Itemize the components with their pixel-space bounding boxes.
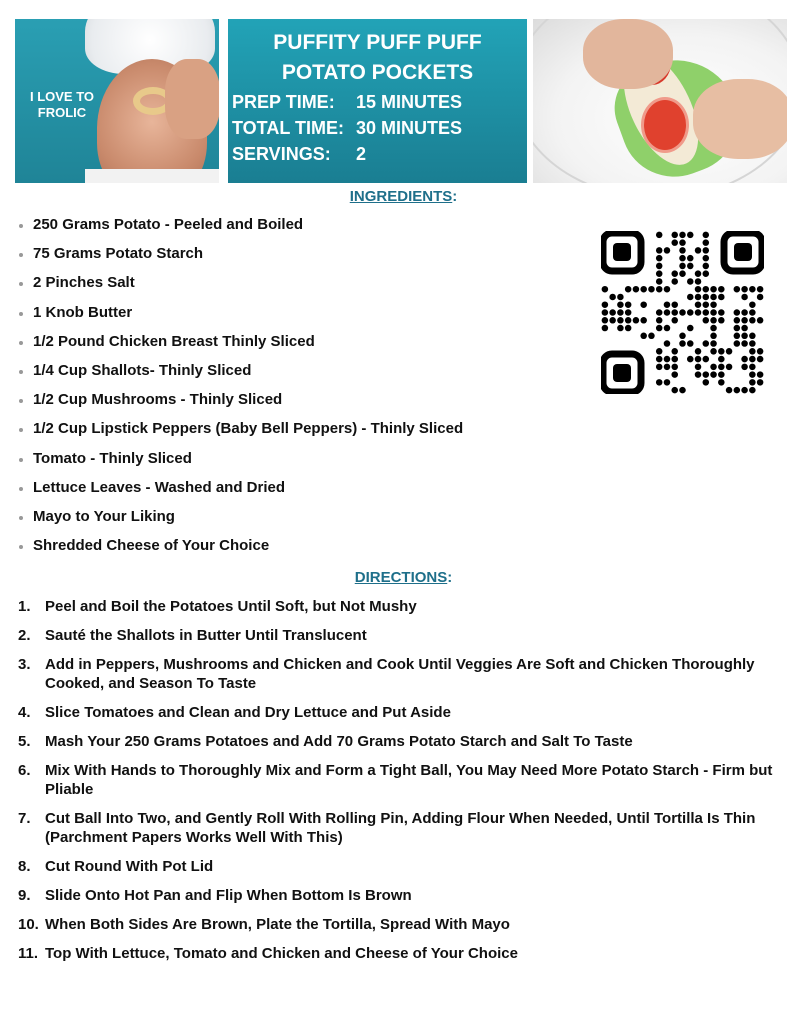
qr-module xyxy=(703,270,710,277)
qr-module xyxy=(703,294,710,301)
qr-module xyxy=(679,232,686,239)
ingredient-text: 2 Pinches Salt xyxy=(33,274,135,292)
qr-module xyxy=(734,309,741,316)
step-text: Mix With Hands to Thoroughly Mix and Form a Tight Ball, You May Need More Potato Starch - Firm but Pliable xyxy=(45,762,773,798)
qr-module xyxy=(695,278,702,285)
qr-module xyxy=(718,309,725,316)
qr-module xyxy=(718,348,725,355)
list-item xyxy=(18,597,788,616)
list-item xyxy=(18,273,578,302)
ingredients-list xyxy=(18,215,578,565)
qr-module xyxy=(671,371,678,378)
qr-module xyxy=(679,333,686,340)
list-item xyxy=(18,732,788,751)
qr-module xyxy=(664,286,671,293)
qr-module xyxy=(718,356,725,363)
qr-module xyxy=(687,325,694,332)
qr-module xyxy=(703,371,710,378)
qr-module xyxy=(757,286,764,293)
title-banner xyxy=(228,19,527,183)
list-item xyxy=(18,361,578,390)
qr-module xyxy=(749,317,756,324)
tomato-slice xyxy=(641,97,689,153)
qr-module xyxy=(679,255,686,262)
qr-module xyxy=(749,286,756,293)
step-number: 7. xyxy=(18,810,31,827)
qr-module xyxy=(664,356,671,363)
qr-module xyxy=(679,270,686,277)
total-time-row xyxy=(232,116,462,140)
qr-module xyxy=(741,309,748,316)
qr-module xyxy=(757,371,764,378)
qr-module xyxy=(671,239,678,246)
qr-module xyxy=(617,325,624,332)
qr-module xyxy=(695,286,702,293)
qr-module xyxy=(734,387,741,394)
qr-code-icon[interactable] xyxy=(601,231,764,394)
qr-module xyxy=(757,356,764,363)
qr-module xyxy=(664,340,671,347)
qr-module xyxy=(734,333,741,340)
qr-module xyxy=(687,309,694,316)
list-item xyxy=(18,478,578,507)
qr-module xyxy=(687,263,694,270)
qr-module xyxy=(687,255,694,262)
qr-module xyxy=(687,356,694,363)
qr-module xyxy=(703,286,710,293)
step-text: Top With Lettuce, Tomato and Chicken and Cheese of Your Choice xyxy=(45,945,518,962)
step-text: Slice Tomatoes and Clean and Dry Lettuce and Put Aside xyxy=(45,704,451,721)
heading-colon: : xyxy=(452,188,458,205)
qr-module xyxy=(609,309,616,316)
qr-module xyxy=(695,270,702,277)
qr-module xyxy=(710,294,717,301)
qr-module xyxy=(695,309,702,316)
hand xyxy=(693,79,787,159)
qr-module xyxy=(718,364,725,371)
ingredient-text: 1/4 Cup Shallots- Thinly Sliced xyxy=(33,361,252,379)
total-time-value: 30 MINUTES xyxy=(356,118,463,138)
ingredients-heading-text: INGREDIENTS xyxy=(349,188,453,205)
qr-module xyxy=(602,286,609,293)
qr-module xyxy=(703,301,710,308)
qr-module xyxy=(664,364,671,371)
qr-module xyxy=(640,301,647,308)
step-text: Cut Round With Pot Lid xyxy=(45,858,214,875)
step-text: Mash Your 250 Grams Potatoes and Add 70 Grams Potato Starch and Salt To Taste xyxy=(45,733,633,750)
qr-module xyxy=(625,317,632,324)
servings-label: SERVINGS: xyxy=(232,144,331,164)
bullet-icon xyxy=(19,428,23,432)
qr-module xyxy=(656,286,663,293)
list-item xyxy=(18,215,578,244)
qr-module xyxy=(710,309,717,316)
ingredient-text: Shredded Cheese of Your Choice xyxy=(33,537,270,555)
step-number: 6. xyxy=(18,762,31,779)
qr-module xyxy=(718,286,725,293)
qr-module xyxy=(695,301,702,308)
qr-module xyxy=(757,317,764,324)
qr-module xyxy=(710,371,717,378)
list-item xyxy=(18,332,578,361)
qr-module xyxy=(757,294,764,301)
step-text: Slide Onto Hot Pan and Flip When Bottom Is Brown xyxy=(45,887,412,904)
list-item xyxy=(18,303,578,332)
list-item xyxy=(18,944,788,963)
qr-module xyxy=(656,263,663,270)
qr-module xyxy=(703,239,710,246)
ingredient-text: Mayo to Your Liking xyxy=(33,507,175,525)
step-number: 1. xyxy=(18,598,31,615)
qr-module xyxy=(710,340,717,347)
qr-module xyxy=(633,286,640,293)
list-item xyxy=(18,809,788,847)
qr-module xyxy=(617,309,624,316)
qr-module xyxy=(710,301,717,308)
qr-module xyxy=(656,278,663,285)
recipe-header xyxy=(15,19,787,183)
ingredients-heading xyxy=(0,187,807,207)
list-item xyxy=(18,507,578,536)
qr-module xyxy=(679,309,686,316)
qr-module xyxy=(609,317,616,324)
servings-value: 2 xyxy=(356,144,367,164)
qr-module xyxy=(625,301,632,308)
qr-module xyxy=(695,294,702,301)
step-text: Add in Peppers, Mushrooms and Chicken and Cook Until Veggies Are Soft and Chicken Thoroughly Cooked, and Season To Taste xyxy=(45,656,755,692)
qr-module xyxy=(757,348,764,355)
qr-module xyxy=(695,356,702,363)
list-item xyxy=(18,449,578,478)
qr-module xyxy=(749,348,756,355)
qr-module xyxy=(664,301,671,308)
qr-module xyxy=(656,356,663,363)
qr-module xyxy=(679,387,686,394)
list-item xyxy=(18,886,788,905)
qr-module xyxy=(602,309,609,316)
qr-module xyxy=(741,340,748,347)
qr-module xyxy=(625,325,632,332)
prep-time-row xyxy=(232,90,462,114)
qr-module xyxy=(671,364,678,371)
list-item xyxy=(18,244,578,273)
bullet-icon xyxy=(19,224,23,228)
qr-module xyxy=(710,325,717,332)
qr-module xyxy=(687,232,694,239)
bullet-icon xyxy=(19,487,23,491)
qr-module xyxy=(757,379,764,386)
ingredient-text: Lettuce Leaves - Washed and Dried xyxy=(33,478,286,496)
step-number: 5. xyxy=(18,733,31,750)
list-item xyxy=(18,915,788,934)
qr-module xyxy=(734,317,741,324)
qr-module xyxy=(703,255,710,262)
qr-module xyxy=(741,364,748,371)
bullet-icon xyxy=(19,545,23,549)
qr-module xyxy=(749,371,756,378)
qr-module xyxy=(679,340,686,347)
qr-module xyxy=(679,263,686,270)
qr-module xyxy=(671,317,678,324)
qr-module xyxy=(656,325,663,332)
qr-module xyxy=(749,301,756,308)
qr-module xyxy=(734,325,741,332)
qr-module xyxy=(664,247,671,254)
list-item xyxy=(18,761,788,799)
qr-module xyxy=(695,371,702,378)
qr-module xyxy=(741,294,748,301)
list-item xyxy=(18,655,788,693)
qr-module xyxy=(741,286,748,293)
qr-module xyxy=(741,356,748,363)
qr-module xyxy=(648,286,655,293)
potato-pocket-photo xyxy=(533,19,787,183)
photo-caption: I LOVE TO FROLIC xyxy=(29,89,95,120)
qr-module xyxy=(617,317,624,324)
qr-module xyxy=(726,364,733,371)
qr-module xyxy=(703,232,710,239)
qr-module xyxy=(656,255,663,262)
qr-module xyxy=(671,356,678,363)
qr-module xyxy=(749,333,756,340)
qr-module xyxy=(741,333,748,340)
bullet-icon xyxy=(19,253,23,257)
bullet-icon xyxy=(19,458,23,462)
qr-module xyxy=(741,387,748,394)
qr-module xyxy=(710,333,717,340)
qr-module xyxy=(664,309,671,316)
heading-colon: : xyxy=(447,569,453,586)
qr-module xyxy=(734,286,741,293)
qr-module xyxy=(687,294,694,301)
qr-module xyxy=(656,348,663,355)
step-text: When Both Sides Are Brown, Plate the Tortilla, Spread With Mayo xyxy=(45,916,510,933)
list-item xyxy=(18,419,578,448)
qr-module xyxy=(741,325,748,332)
bullet-icon xyxy=(19,370,23,374)
qr-module xyxy=(664,325,671,332)
chef-hand xyxy=(165,59,219,139)
qr-module xyxy=(710,317,717,324)
servings-row xyxy=(232,142,366,166)
qr-module xyxy=(617,294,624,301)
qr-module xyxy=(703,340,710,347)
ingredient-text: 75 Grams Potato Starch xyxy=(33,245,204,263)
bullet-icon xyxy=(19,312,23,316)
qr-module xyxy=(625,309,632,316)
qr-module xyxy=(609,294,616,301)
qr-module xyxy=(625,286,632,293)
qr-module xyxy=(749,364,756,371)
qr-module xyxy=(695,348,702,355)
list-item xyxy=(18,703,788,722)
step-text: Sauté the Shallots in Butter Until Translucent xyxy=(45,627,367,644)
qr-module xyxy=(718,371,725,378)
qr-module xyxy=(726,348,733,355)
step-number: 3. xyxy=(18,656,31,673)
bullet-icon xyxy=(19,516,23,520)
qr-module xyxy=(710,286,717,293)
qr-module xyxy=(718,379,725,386)
directions-heading xyxy=(0,568,807,588)
qr-module xyxy=(710,348,717,355)
step-number: 9. xyxy=(18,887,31,904)
directions-heading-text: DIRECTIONS xyxy=(354,569,448,586)
qr-module xyxy=(640,333,647,340)
bullet-icon xyxy=(19,399,23,403)
qr-module xyxy=(703,356,710,363)
recipe-title-line1: PUFFITY PUFF PUFF xyxy=(273,31,482,54)
qr-module xyxy=(710,364,717,371)
qr-module xyxy=(695,247,702,254)
ingredient-text: 1/2 Cup Mushrooms - Thinly Sliced xyxy=(33,391,283,409)
chef-shirt xyxy=(85,169,219,183)
qr-module xyxy=(741,317,748,324)
ingredient-text: Tomato - Thinly Sliced xyxy=(33,449,192,467)
qr-module xyxy=(640,286,647,293)
directions-list xyxy=(18,597,788,973)
ingredient-text: 250 Grams Potato - Peeled and Boiled xyxy=(33,216,304,233)
list-item xyxy=(18,626,788,645)
step-number: 11. xyxy=(18,945,39,962)
qr-module xyxy=(703,263,710,270)
qr-module xyxy=(749,340,756,347)
chef-photo xyxy=(15,19,219,183)
qr-module xyxy=(734,340,741,347)
qr-module xyxy=(671,348,678,355)
prep-time-label: PREP TIME: xyxy=(232,92,335,112)
step-text: Cut Ball Into Two, and Gently Roll With Rolling Pin, Adding Flour When Needed, Until Tortilla Is Thin (Parchment Papers Works Well With This) xyxy=(45,810,756,846)
qr-module xyxy=(656,232,663,239)
hand xyxy=(583,19,673,89)
qr-module xyxy=(602,317,609,324)
qr-module xyxy=(703,247,710,254)
step-text: Peel and Boil the Potatoes Until Soft, but Not Mushy xyxy=(45,598,417,615)
step-number: 10. xyxy=(18,916,39,933)
qr-module xyxy=(648,333,655,340)
ingredient-text: 1 Knob Butter xyxy=(33,303,133,321)
qr-module xyxy=(656,309,663,316)
qr-module xyxy=(671,387,678,394)
qr-module xyxy=(679,239,686,246)
bullet-icon xyxy=(19,282,23,286)
qr-module xyxy=(656,247,663,254)
qr-module xyxy=(703,317,710,324)
step-number: 2. xyxy=(18,627,31,644)
qr-module xyxy=(656,317,663,324)
qr-module xyxy=(749,379,756,386)
recipe-title-line2: POTATO POCKETS xyxy=(281,61,474,84)
qr-module xyxy=(664,379,671,386)
qr-module xyxy=(679,247,686,254)
qr-module xyxy=(671,301,678,308)
qr-module xyxy=(703,309,710,316)
total-time-label: TOTAL TIME: xyxy=(232,118,344,138)
qr-module xyxy=(602,325,609,332)
qr-module xyxy=(718,294,725,301)
qr-module xyxy=(671,270,678,277)
prep-time-value: 15 MINUTES xyxy=(356,92,463,112)
qr-module xyxy=(695,364,702,371)
qr-module xyxy=(749,356,756,363)
qr-module xyxy=(656,270,663,277)
qr-module xyxy=(640,317,647,324)
bullet-icon xyxy=(19,341,23,345)
qr-module xyxy=(656,364,663,371)
qr-module xyxy=(602,301,609,308)
step-number: 4. xyxy=(18,704,31,721)
qr-module xyxy=(726,387,733,394)
list-item xyxy=(18,390,578,419)
list-item xyxy=(18,536,578,565)
qr-module xyxy=(703,379,710,386)
ingredient-text: 1/2 Pound Chicken Breast Thinly Sliced xyxy=(33,332,315,350)
qr-module xyxy=(749,309,756,316)
qr-module xyxy=(656,379,663,386)
qr-module xyxy=(617,301,624,308)
step-number: 8. xyxy=(18,858,31,875)
qr-module xyxy=(749,387,756,394)
qr-module xyxy=(687,278,694,285)
qr-module xyxy=(671,232,678,239)
list-item xyxy=(18,857,788,876)
qr-module xyxy=(633,317,640,324)
qr-module xyxy=(671,309,678,316)
ingredient-text: 1/2 Cup Lipstick Peppers (Baby Bell Peppers) - Thinly Sliced xyxy=(33,420,464,438)
qr-module xyxy=(671,278,678,285)
qr-module xyxy=(687,340,694,347)
qr-module xyxy=(718,317,725,324)
